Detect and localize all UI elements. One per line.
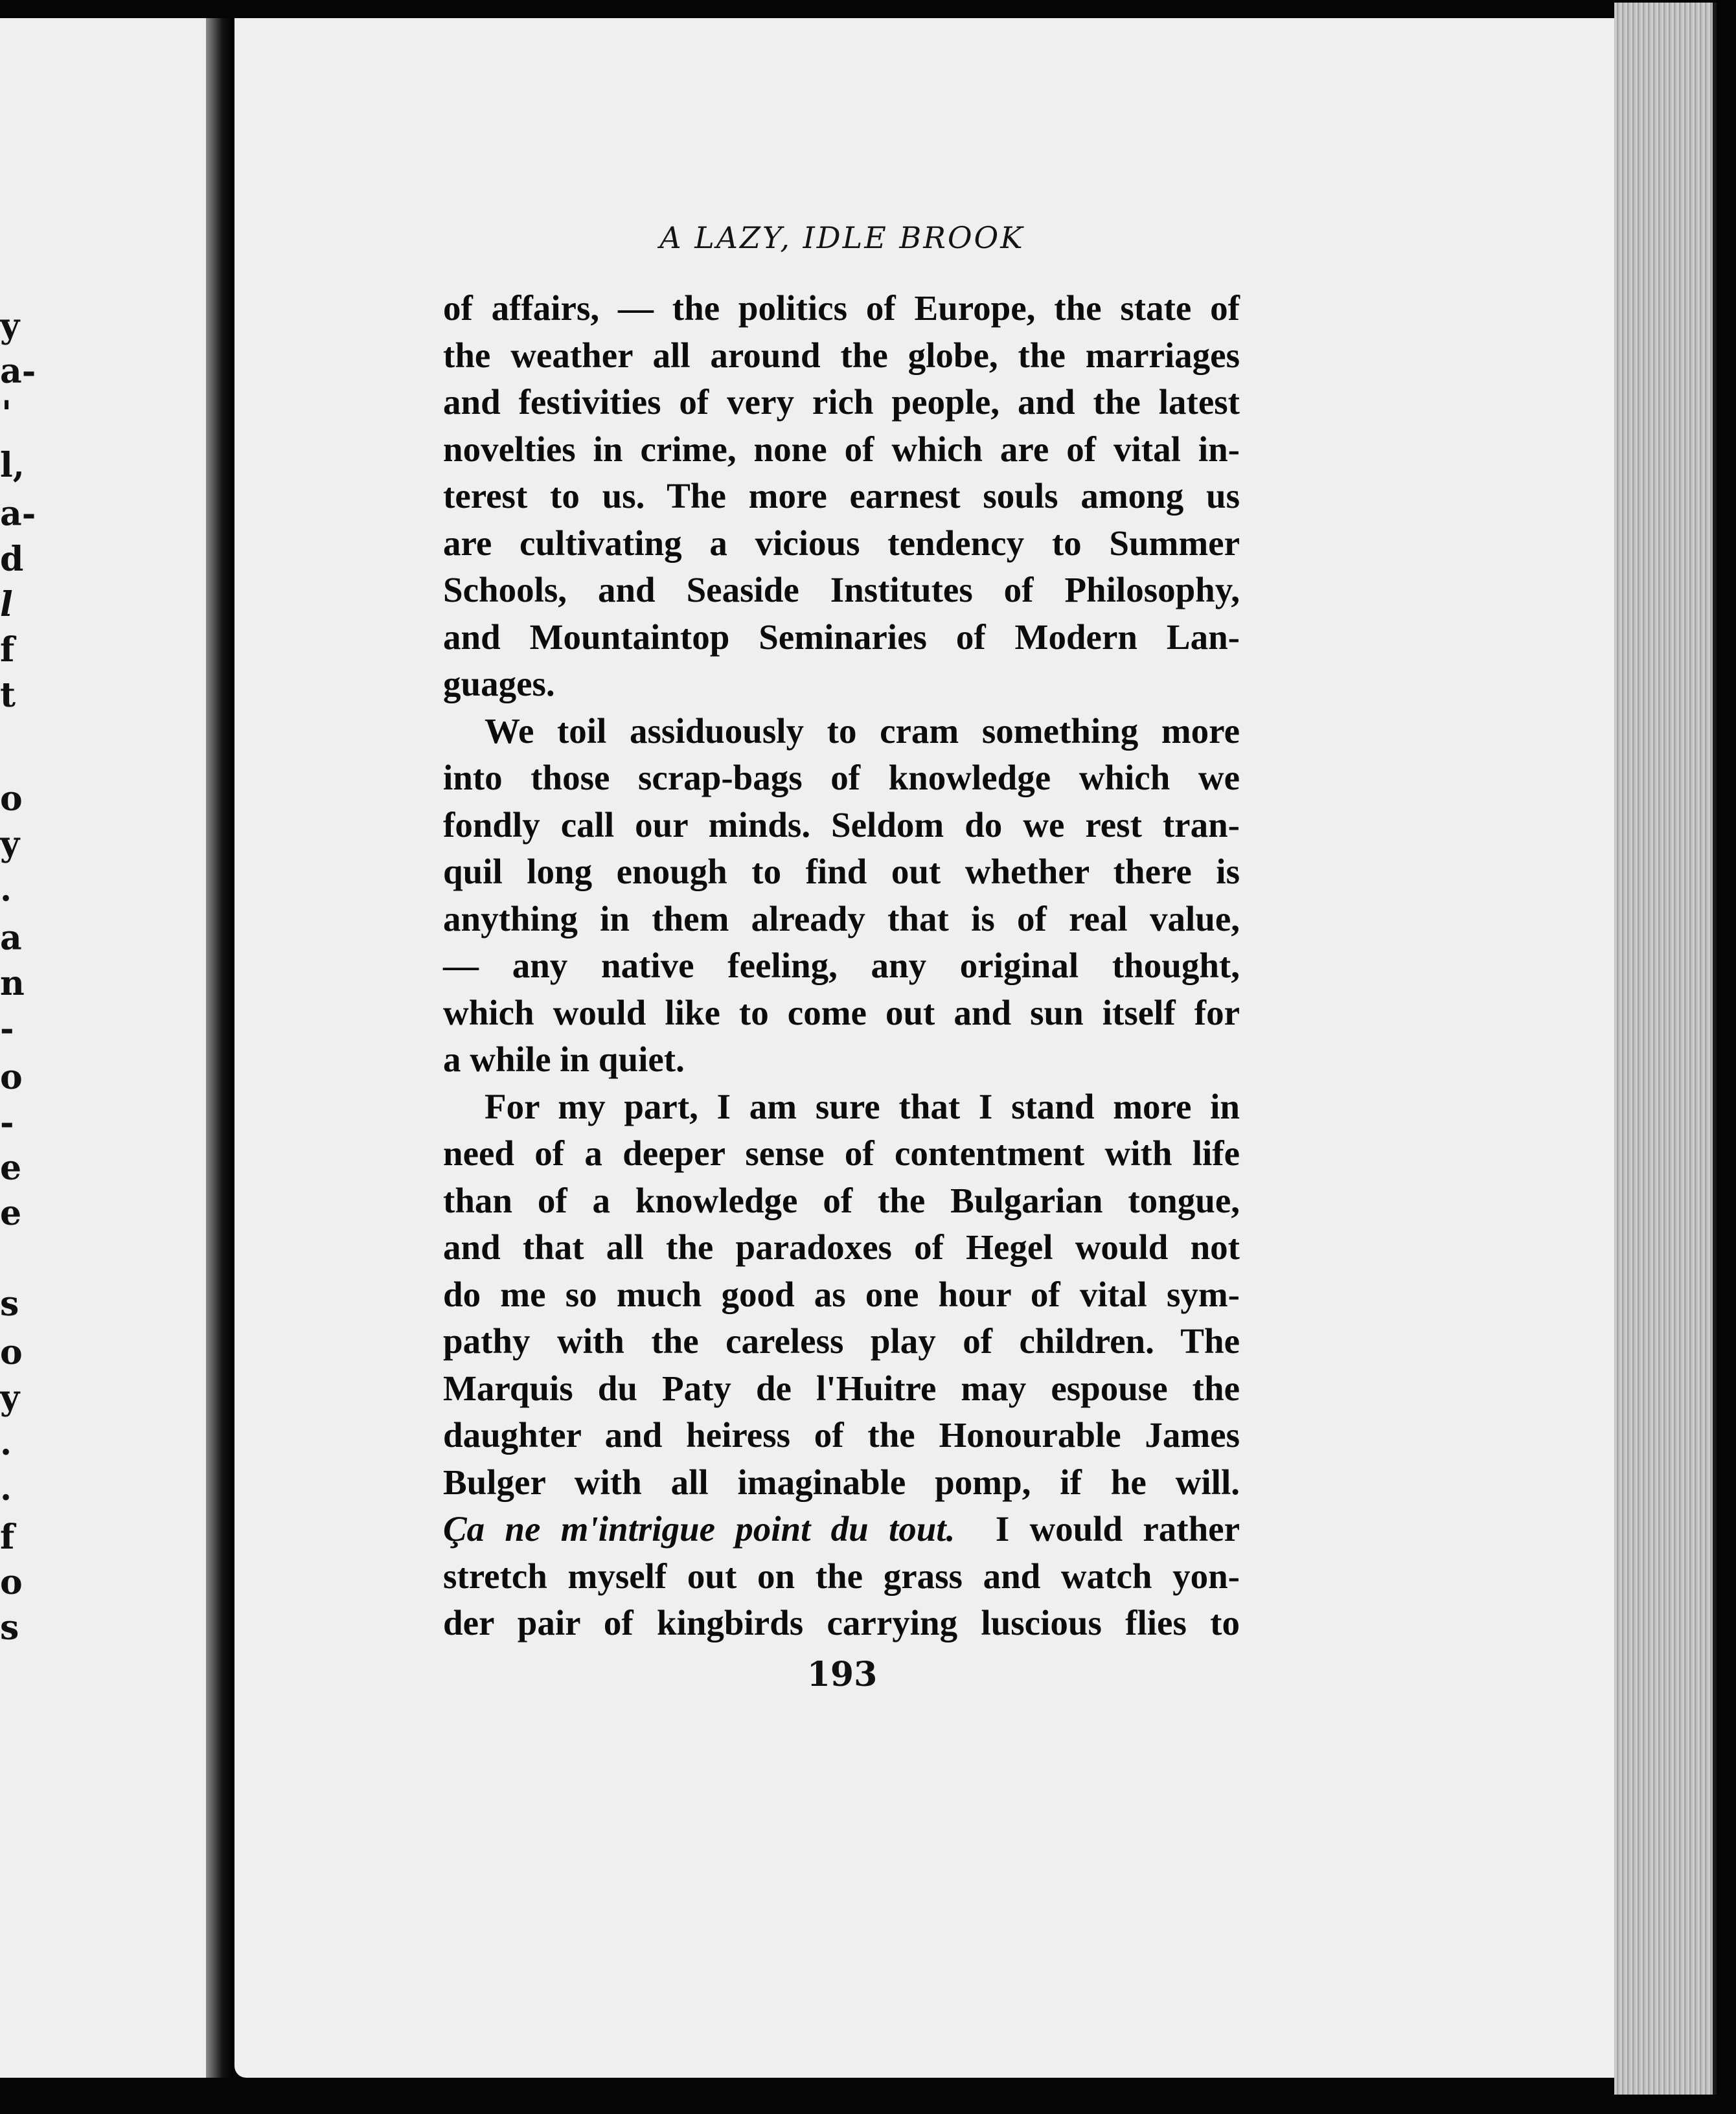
left-margin-fragment: s	[0, 1608, 19, 1648]
left-margin-fragment: y	[0, 1378, 20, 1418]
text-line: need of a deeper sense of contentment with life	[443, 1133, 1240, 1173]
text-line: of affairs, — the politics of Europe, the state of	[443, 288, 1240, 328]
text-line: Bulger with all imaginable pomp, if he will.	[443, 1462, 1240, 1502]
left-margin-fragment: f	[0, 630, 15, 670]
left-margin-fragment: o	[0, 779, 23, 819]
text-line: quil long enough to find out whether there is	[443, 852, 1240, 891]
left-margin-fragment: -	[0, 1103, 14, 1142]
text-line: der pair of kingbirds carrying luscious flies to	[443, 1603, 1240, 1642]
running-head: A LAZY, IDLE BROOK	[659, 220, 1025, 255]
left-margin-fragment: a-	[0, 494, 36, 534]
left-margin-fragment: n	[0, 964, 25, 1003]
text-fragment: I would rather	[995, 1509, 1240, 1549]
left-margin-fragment: a	[0, 918, 22, 958]
left-margin-fragment: -	[0, 1009, 14, 1049]
left-margin-fragment: o	[0, 1333, 23, 1372]
page-number: 193	[806, 1655, 878, 1694]
text-line: and festivities of very rich people, and the latest	[443, 382, 1240, 422]
left-margin-fragment: y	[0, 306, 20, 346]
left-margin-fragment: y	[0, 824, 20, 864]
left-margin-fragment: f	[0, 1517, 15, 1557]
text-line: a while in quiet.	[443, 1040, 685, 1079]
book-gutter	[206, 18, 233, 2078]
left-margin-fragment: .	[0, 1469, 12, 1508]
left-margin-fragment: l	[0, 585, 13, 624]
left-margin-fragment: d	[0, 540, 24, 579]
left-margin-fragment: '	[1, 394, 12, 433]
text-line: into those scrap-bags of knowledge which we	[443, 758, 1240, 797]
text-line: than of a knowledge of the Bulgarian tongue,	[443, 1180, 1240, 1220]
text-line: do me so much good as one hour of vital sym-	[443, 1274, 1240, 1314]
text-line: pathy with the careless play of children. The	[443, 1321, 1240, 1361]
body-text	[443, 285, 1240, 1647]
text-line: — any native feeling, any original thought,	[443, 946, 1240, 985]
left-page	[0, 18, 212, 2078]
left-margin-fragment: e	[0, 1148, 22, 1188]
italic-phrase: Ça ne m'intrigue point du tout.	[443, 1509, 955, 1549]
left-margin-fragment: a-	[0, 352, 36, 391]
left-margin-fragment: .	[0, 870, 12, 909]
text-line: We toil assiduously to cram something more	[485, 710, 1240, 751]
text-line: Marquis du Paty de l'Huitre may espouse the	[443, 1368, 1240, 1408]
text-line: daughter and heiress of the Honourable James	[443, 1415, 1240, 1455]
left-margin-fragment: o	[0, 1058, 23, 1097]
text-line: For my part, I am sure that I stand more in	[485, 1086, 1240, 1126]
text-line: and Mountaintop Seminaries of Modern Lan-	[443, 617, 1240, 657]
text-line	[443, 1506, 1240, 1553]
left-margin-fragment: o	[0, 1563, 23, 1602]
left-margin-fragment: .	[0, 1424, 12, 1463]
text-line: novelties in crime, none of which are of vital in-	[443, 429, 1240, 469]
left-margin-fragment: l,	[0, 446, 25, 485]
text-line: terest to us. The more earnest souls among us	[443, 476, 1240, 516]
text-line: guages.	[443, 664, 555, 703]
text-line: are cultivating a vicious tendency to Summer	[443, 523, 1240, 563]
left-margin-fragment: s	[0, 1284, 19, 1324]
text-line: Schools, and Seaside Institutes of Philosophy,	[443, 570, 1240, 609]
text-line: anything in them already that is of real value,	[443, 898, 1240, 938]
text-line: the weather all around the globe, the marriages	[443, 335, 1240, 375]
text-line: which would like to come out and sun itself for	[443, 992, 1240, 1032]
left-margin-fragment: e	[0, 1194, 22, 1233]
text-line: and that all the paradoxes of Hegel would not	[443, 1227, 1240, 1267]
page-edges	[1614, 3, 1717, 2095]
text-line: stretch myself out on the grass and watch yon-	[443, 1556, 1240, 1596]
text-line: fondly call our minds. Seldom do we rest tran-	[443, 804, 1240, 845]
left-margin-fragment: t	[0, 676, 16, 715]
